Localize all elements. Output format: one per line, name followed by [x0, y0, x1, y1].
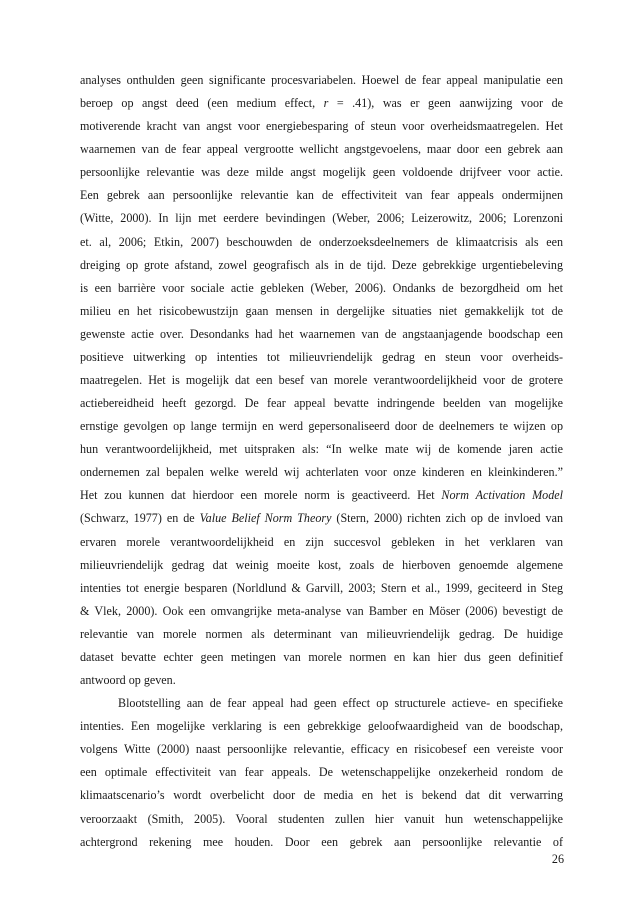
text-run: Een gebrek aan persoonlijke relevantie kan de effectiviteit van fear appeals ondermijnen: [80, 188, 563, 203]
text-run: positieve uitwerking op intenties tot milieuvriendelijk gedrag en steun voor overheids-: [80, 349, 563, 364]
text-run: is een barrière voor sociale actie gebleken (Weber, 2006). Ondanks de bezorgdheid om het: [80, 280, 563, 295]
text-run: intenties. Een mogelijke verklaring is een gebrekkige geloofwaardigheid van de boodschap,: [80, 719, 563, 734]
text-line: [80, 669, 563, 692]
text-line: [80, 600, 563, 623]
text-line: [80, 184, 563, 207]
italic-text: Value Belief Norm Theory: [199, 511, 332, 526]
text-run: maatregelen. Het is mogelijk dat een besef van morele verantwoordelijkheid voor de grotere: [80, 373, 563, 388]
text-line: [80, 207, 563, 230]
text-run: antwoord op geven.: [80, 673, 176, 688]
body-text: [80, 69, 563, 854]
text-run: Het zou kunnen dat hierdoor een morele norm is geactiveerd. Het: [80, 488, 442, 503]
text-run: persoonlijke relevantie was deze milde angst mogelijk geen voldoende drijfveer voor actie.: [80, 165, 563, 180]
text-run: dataset bevatte echter geen metingen van morele normen en kan hier dus geen definitief: [80, 649, 563, 664]
text-run: ervaren morele verantwoordelijkheid en zijn succesvol gebleken in het verklaren van: [80, 534, 563, 549]
text-line: [80, 692, 563, 715]
page-number: 26: [551, 852, 564, 866]
text-line: [80, 738, 563, 761]
text-line: [80, 646, 563, 669]
text-run: analyses onthulden geen significante procesvariabelen. Hoewel de fear appeal manipulatie een: [80, 73, 563, 87]
text-run: hun verantwoordelijkheid, met uitspraken als: “In welke mate wij de komende jaren actie: [80, 442, 563, 457]
text-run: klimaatscenario’s wordt overbelicht door de media en het is bekend dat dit verwarring: [80, 788, 563, 803]
text-run: actiebereidheid heeft gezorgd. De fear appeal bevatte indringende beelden van mogelijke: [80, 396, 563, 411]
text-run: ernstige gevolgen op lange termijn en werd gepersonaliseerd door de deelnemers te wijzen op: [80, 419, 563, 434]
text-line: [80, 715, 563, 738]
text-line: [80, 277, 563, 300]
text-run: waarnemen van de fear appeal vergrootte wellicht angstgevoelens, maar door een gebrek aan: [80, 142, 563, 157]
italic-text: r: [323, 96, 329, 111]
text-run: motiverende kracht van angst voor energiebesparing of steun voor overheidsmaatregelen. Het: [80, 119, 563, 134]
text-run: = .41), was er geen aanwijzing voor de: [328, 96, 563, 111]
text-line: [80, 577, 563, 600]
text-run: milieu en het risicobewustzijn gaan mensen in dergelijke situaties niet gemakkelijk tot de: [80, 303, 563, 318]
text-run: (Witte, 2000). In lijn met eerdere bevindingen (Weber, 2006; Leizerowitz, 2006; Lorenzoni: [80, 211, 563, 226]
text-line: [80, 231, 563, 254]
text-run: (Schwarz, 1977) en de: [80, 511, 200, 526]
text-line: [80, 554, 563, 577]
text-line: [80, 115, 563, 138]
text-line: [80, 461, 563, 484]
text-run: dreiging op grote afstand, zowel geografisch als in de tijd. Deze gebrekkige urgentiebeleving: [80, 257, 563, 272]
text-line: [80, 484, 563, 507]
text-line: [80, 369, 563, 392]
text-line: [80, 92, 563, 115]
text-line: [80, 531, 563, 554]
text-line: [80, 69, 563, 92]
text-line: [80, 392, 563, 415]
text-run: volgens Witte (2000) naast persoonlijke relevantie, efficacy en risicobesef een vereiste voor: [80, 742, 563, 757]
text-run: intenties tot energie besparen (Norldlund & Garvill, 2003; Stern et al., 1999, geciteerd in Steg: [80, 580, 563, 595]
text-run: veroorzaakt (Smith, 2005). Vooral studenten zullen hier vanuit hun wetenschappelijke: [80, 811, 563, 826]
text-line: [80, 438, 563, 461]
text-run: een optimale effectiviteit van fear appeals. De wetenschappelijke onzekerheid rondom de: [80, 765, 563, 780]
text-line: [80, 784, 563, 807]
text-line: [80, 254, 563, 277]
text-run: beroep op angst deed (een medium effect,: [80, 96, 324, 111]
text-line: [80, 138, 563, 161]
text-run: et. al, 2006; Etkin, 2007) beschouwden de onderzoeksdeelnemers de klimaatcrisis als een: [80, 234, 563, 249]
text-line: [80, 346, 563, 369]
text-line: [80, 761, 563, 784]
text-run: milieuvriendelijk gedrag dat weinig moeite kost, zoals de hierboven genoemde algemene: [80, 557, 563, 572]
text-run: gewenste actie over. Desondanks had het waarnemen van de angstaanjagende boodschap een: [80, 326, 563, 341]
text-run: (Stern, 2000) richten zich op de invloed van: [331, 511, 563, 526]
text-run: achtergrond rekening mee houden. Door een gebrek aan persoonlijke relevantie of: [80, 834, 563, 849]
text-run: Blootstelling aan de fear appeal had geen effect op structurele actieve- en specifieke: [118, 696, 563, 711]
text-line: [80, 507, 563, 530]
text-line: [80, 323, 563, 346]
italic-text: Norm Activation Model: [441, 488, 563, 503]
text-line: [80, 415, 563, 438]
text-run: ondernemen zal bepalen welke wereld wij achterlaten voor onze kinderen en kleinkinderen.”: [80, 465, 563, 480]
text-line: [80, 831, 563, 854]
text-line: [80, 161, 563, 184]
text-line: [80, 300, 563, 323]
text-line: [80, 808, 563, 831]
text-line: [80, 623, 563, 646]
text-run: relevantie van morele normen als determinant van milieuvriendelijk gedrag. De huidige: [80, 626, 563, 641]
text-run: & Vlek, 2000). Ook een omvangrijke meta-analyse van Bamber en Möser (2006) bevestigt de: [80, 603, 563, 618]
